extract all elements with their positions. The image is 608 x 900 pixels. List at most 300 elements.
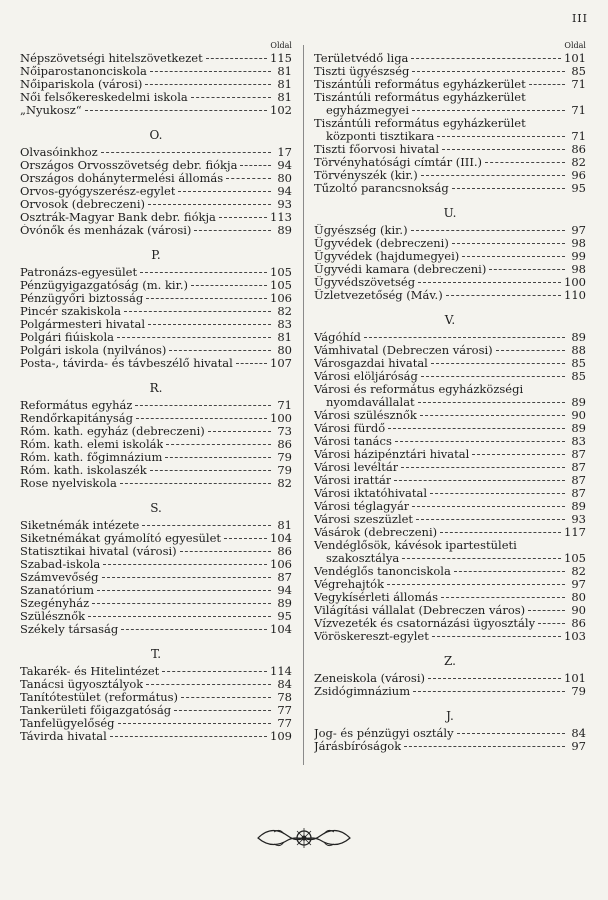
dot-leader — [538, 623, 565, 624]
index-entry — [20, 185, 292, 198]
dot-leader — [457, 733, 565, 734]
dot-leader — [431, 363, 565, 364]
entry-page: 94 — [277, 583, 292, 597]
index-entry — [314, 422, 586, 435]
entry-page: 103 — [564, 629, 586, 643]
dot-leader — [118, 723, 271, 724]
entry-title: Vásárok (debreczeni) — [314, 526, 438, 539]
entry-page: 100 — [564, 275, 586, 289]
entry-page: 89 — [571, 421, 586, 435]
entry-title: Ügyvédi kamara (debreczeni) — [314, 263, 487, 276]
index-entry — [314, 409, 586, 422]
index-entry — [20, 477, 292, 490]
entry-page: 87 — [571, 473, 586, 487]
entry-page: 83 — [277, 317, 292, 331]
index-entry — [20, 717, 292, 730]
entry-page: 90 — [571, 408, 586, 422]
entry-page: 107 — [270, 356, 292, 370]
dot-leader — [454, 571, 565, 572]
dot-leader — [402, 558, 561, 559]
entry-title: Számvevőség — [20, 571, 99, 584]
index-entry — [314, 474, 586, 487]
dot-leader — [181, 697, 271, 698]
index-entry — [20, 678, 292, 691]
entry-page: 87 — [277, 570, 292, 584]
entry-title: Székely társaság — [20, 623, 119, 636]
entry-title: Városi és református egyházközségi — [314, 382, 524, 396]
entry-title-continued: nyomdavállalat — [326, 396, 415, 409]
index-entry — [20, 318, 292, 331]
index-entry — [314, 182, 586, 195]
index-entry — [314, 250, 586, 263]
entry-page: 97 — [571, 223, 586, 237]
index-entry — [314, 357, 586, 370]
entry-page: 82 — [277, 476, 292, 490]
entry-page: 117 — [564, 525, 586, 539]
entry-page: 98 — [571, 236, 586, 250]
entry-page: 104 — [270, 622, 292, 636]
index-entry — [20, 211, 292, 224]
dot-leader — [165, 457, 271, 458]
dot-leader — [174, 710, 271, 711]
dot-leader — [388, 428, 565, 429]
entry-page: 80 — [571, 590, 586, 604]
index-entry — [20, 91, 292, 104]
dot-leader — [102, 577, 272, 578]
index-entry — [314, 276, 586, 289]
index-entry — [314, 578, 586, 591]
index-entry — [20, 623, 292, 636]
dot-leader — [452, 188, 565, 189]
dot-leader — [148, 204, 271, 205]
entry-title-continued: szakosztálya — [326, 552, 400, 565]
entry-page: 94 — [277, 158, 292, 172]
entry-page: 81 — [277, 77, 292, 91]
entry-title: Róm. kath. elemi iskolák — [20, 438, 164, 451]
index-section — [314, 206, 586, 302]
entry-title: Városi szeszüzlet — [314, 513, 414, 526]
entry-title: „Nyukosz“ — [20, 104, 82, 117]
dot-leader — [462, 256, 565, 257]
dot-leader — [412, 71, 565, 72]
dot-leader — [395, 441, 565, 442]
index-entry — [20, 597, 292, 610]
index-entry — [20, 558, 292, 571]
entry-page: 77 — [277, 703, 292, 717]
dot-leader — [88, 616, 271, 617]
index-entry — [20, 451, 292, 464]
entry-page: 85 — [571, 64, 586, 78]
entry-page: 82 — [571, 155, 586, 169]
dot-leader — [162, 671, 267, 672]
index-entry — [20, 425, 292, 438]
entry-page: 89 — [571, 499, 586, 513]
entry-title: Városi tanács — [314, 435, 392, 448]
entry-page: 81 — [277, 330, 292, 344]
index-entry — [314, 52, 586, 65]
dot-leader — [180, 551, 271, 552]
index-section — [314, 52, 586, 195]
entry-page: 97 — [571, 577, 586, 591]
index-entry — [20, 331, 292, 344]
entry-title: Óvónők és menházak (városi) — [20, 224, 192, 237]
entry-title: Tiszti főorvosi hivatal — [314, 143, 440, 156]
index-entry — [314, 435, 586, 448]
entry-title: Tiszti ügyészség — [314, 65, 410, 78]
dot-leader — [97, 590, 271, 591]
entry-title: Városi levéltár — [314, 461, 399, 474]
entry-title: Siketnémákat gyámolító egyesület — [20, 532, 222, 545]
index-column-right — [314, 40, 586, 764]
entry-page: 82 — [277, 304, 292, 318]
entry-title: Tanácsi ügyosztályok — [20, 678, 144, 691]
entry-page: 105 — [270, 278, 292, 292]
entry-page: 79 — [571, 684, 586, 698]
section-letter: S. — [150, 501, 162, 515]
dot-leader — [191, 97, 271, 98]
entry-title: Tanítótestület (református) — [20, 691, 179, 704]
dot-leader — [146, 684, 271, 685]
dot-leader — [446, 295, 561, 296]
entry-title: Törvényszék (kir.) — [314, 169, 418, 182]
entry-page: 113 — [270, 210, 292, 224]
dot-leader — [120, 483, 271, 484]
dot-leader — [169, 350, 271, 351]
index-entry — [20, 532, 292, 545]
entry-title: Róm. kath. főgimnázium — [20, 451, 163, 464]
dot-leader — [411, 230, 565, 231]
entry-page: 110 — [564, 288, 586, 302]
index-entry — [20, 344, 292, 357]
entry-title-continued: egyházmegyei — [326, 104, 410, 117]
entry-page: 93 — [571, 512, 586, 526]
entry-title: Területvédő liga — [314, 52, 409, 65]
index-entry — [20, 78, 292, 91]
column-divider — [303, 45, 304, 765]
entry-page: 102 — [270, 103, 292, 117]
dot-leader — [472, 454, 565, 455]
entry-page: 89 — [571, 330, 586, 344]
index-entry — [314, 461, 586, 474]
entry-title: Takarék- és Hitelintézet — [20, 665, 160, 678]
section-letter: R. — [149, 381, 163, 395]
entry-title: Városi házipénztári hivatal — [314, 448, 470, 461]
index-section — [20, 52, 292, 117]
entry-page: 80 — [277, 171, 292, 185]
index-entry — [20, 65, 292, 78]
entry-page: 96 — [571, 168, 586, 182]
index-entry — [20, 545, 292, 558]
entry-title: Statisztikai hivatal (városi) — [20, 545, 177, 558]
index-section — [314, 654, 586, 698]
index-section — [314, 709, 586, 753]
index-section — [20, 128, 292, 237]
dot-leader — [191, 285, 267, 286]
entry-page: 17 — [277, 145, 292, 159]
index-entry — [314, 237, 586, 250]
index-entry — [314, 263, 586, 276]
entry-title: Ügyészség (kir.) — [314, 224, 408, 237]
entry-page: 94 — [277, 184, 292, 198]
entry-title: Vegykísérleti állomás — [314, 591, 439, 604]
index-entry — [314, 513, 586, 526]
entry-title: Vendéglős tanonciskola — [314, 565, 451, 578]
page-number: III — [571, 12, 588, 25]
entry-title: Szegényház — [20, 597, 90, 610]
entry-title: Nőiparostanonciskola — [20, 65, 147, 78]
entry-page: 87 — [571, 486, 586, 500]
dot-leader — [178, 191, 271, 192]
index-entry — [20, 399, 292, 412]
entry-title: Nőipariskola (városi) — [20, 78, 143, 91]
index-entry — [314, 487, 586, 500]
entry-title: Vízvezeték és csatornázási ügyosztály — [314, 617, 536, 630]
index-entry — [314, 604, 586, 617]
entry-page: 86 — [571, 616, 586, 630]
index-entry — [314, 565, 586, 578]
dot-leader — [404, 746, 565, 747]
dot-leader — [430, 493, 565, 494]
entry-page: 105 — [564, 551, 586, 565]
entry-title: Tiszántúli református egyházkerület — [314, 116, 526, 130]
index-section — [20, 381, 292, 490]
dot-leader — [224, 538, 267, 539]
index-entry — [314, 344, 586, 357]
dot-leader — [496, 350, 565, 351]
entry-title: Távirda hivatal — [20, 730, 107, 743]
index-section — [20, 501, 292, 636]
entry-title: Osztrák-Magyar Bank debr. fiókja — [20, 211, 216, 224]
index-entry — [20, 730, 292, 743]
entry-title: Szanatórium — [20, 584, 95, 597]
index-section — [20, 647, 292, 743]
entry-page: 81 — [277, 64, 292, 78]
index-entry — [314, 685, 586, 698]
entry-page: 98 — [571, 262, 586, 276]
entry-title: Népszövetségi hitelszövetkezet — [20, 52, 203, 65]
dot-leader — [485, 162, 565, 163]
section-letter: P. — [151, 248, 161, 262]
dot-leader — [194, 230, 271, 231]
dot-leader — [412, 506, 565, 507]
entry-page: 77 — [277, 716, 292, 730]
entry-title: Tiszántúli református egyházkerület — [314, 78, 526, 91]
entry-page: 87 — [571, 460, 586, 474]
dot-leader — [124, 311, 271, 312]
dot-leader — [166, 444, 271, 445]
index-entry — [314, 727, 586, 740]
dot-leader — [142, 525, 271, 526]
index-entry — [20, 571, 292, 584]
entry-title: Rendőrkapitányság — [20, 412, 134, 425]
dot-leader — [529, 84, 565, 85]
entry-page: 71 — [571, 129, 586, 143]
entry-title: Szülésznők — [20, 610, 86, 623]
entry-page: 71 — [277, 398, 292, 412]
index-entry — [20, 172, 292, 185]
entry-title: Pincér szakiskola — [20, 305, 122, 318]
dot-leader — [140, 272, 267, 273]
index-entry — [20, 104, 292, 117]
index-entry — [20, 610, 292, 623]
entry-title: Vendéglősök, kávésok ipartestületi — [314, 538, 517, 552]
entry-page: 85 — [571, 369, 586, 383]
entry-page: 100 — [270, 411, 292, 425]
entry-page: 89 — [571, 395, 586, 409]
entry-title-continued: központi tisztikara — [326, 130, 435, 143]
section-letter: J. — [446, 709, 454, 723]
dot-leader — [103, 564, 267, 565]
entry-page: 79 — [277, 450, 292, 464]
entry-title: Üzletvezetőség (Máv.) — [314, 289, 443, 302]
entry-page: 81 — [277, 90, 292, 104]
entry-page: 86 — [277, 437, 292, 451]
entry-title: Olvasóinkhoz — [20, 146, 98, 159]
entry-title: Vágóhíd — [314, 331, 361, 344]
index-entry — [314, 65, 586, 78]
index-entry — [314, 169, 586, 182]
section-letter: V. — [444, 313, 456, 327]
entry-title: Róm. kath. iskolaszék — [20, 464, 147, 477]
dot-leader — [421, 376, 565, 377]
dot-leader — [240, 165, 271, 166]
entry-title: Városi fürdő — [314, 422, 386, 435]
dot-leader — [442, 149, 565, 150]
entry-page: 106 — [270, 291, 292, 305]
entry-page: 81 — [277, 518, 292, 532]
index-entry — [20, 704, 292, 717]
entry-title: Zsidógimnázium — [314, 685, 411, 698]
entry-page: 86 — [277, 544, 292, 558]
entry-page: 71 — [571, 103, 586, 117]
entry-page: 82 — [571, 564, 586, 578]
entry-page: 99 — [571, 249, 586, 263]
index-entry — [20, 584, 292, 597]
dot-leader — [206, 58, 267, 59]
index-entry — [314, 617, 586, 630]
dot-leader — [85, 110, 267, 111]
entry-title: Országos dohánytermelési állomás — [20, 172, 224, 185]
index-entry — [314, 591, 586, 604]
dot-leader — [110, 736, 267, 737]
entry-page: 90 — [571, 603, 586, 617]
dot-leader — [411, 58, 561, 59]
index-section — [314, 313, 586, 643]
section-letter: U. — [443, 206, 457, 220]
entry-title: Világítási vállalat (Debreczen város) — [314, 604, 526, 617]
entry-page: 89 — [277, 223, 292, 237]
dot-leader — [136, 418, 267, 419]
entry-title: Posta-, távirda- és távbeszélő hivatal — [20, 357, 233, 370]
entry-title: Szabad-iskola — [20, 558, 101, 571]
index-entry — [20, 292, 292, 305]
dot-leader — [387, 584, 565, 585]
entry-title: Patronázs-egyesület — [20, 266, 138, 279]
dot-leader — [92, 603, 271, 604]
index-entry — [20, 224, 292, 237]
dot-leader — [420, 415, 565, 416]
section-letter: O. — [149, 128, 163, 142]
entry-page: 84 — [277, 677, 292, 691]
entry-page: 95 — [277, 609, 292, 623]
dot-leader — [437, 136, 565, 137]
dot-leader — [440, 532, 561, 533]
dot-leader — [219, 217, 267, 218]
index-entry — [314, 143, 586, 156]
index-entry — [314, 630, 586, 643]
index-entry — [20, 266, 292, 279]
entry-title: Városi elöljáróság — [314, 370, 418, 383]
index-entry — [20, 357, 292, 370]
entry-title: Női felsőkereskedelmi iskola — [20, 91, 188, 104]
entry-title: Tiszántúli református egyházkerület — [314, 90, 526, 104]
dot-leader — [412, 110, 565, 111]
dot-leader — [145, 84, 271, 85]
entry-title: Rose nyelviskola — [20, 477, 117, 490]
dot-leader — [394, 480, 565, 481]
dot-leader — [489, 269, 565, 270]
index-entry — [20, 665, 292, 678]
entry-title: Városgazdai hivatal — [314, 357, 428, 370]
index-entry — [20, 159, 292, 172]
dot-leader — [401, 467, 565, 468]
dot-leader — [364, 337, 565, 338]
index-entry — [20, 691, 292, 704]
dot-leader — [421, 175, 565, 176]
entry-title: Vámhivatal (Debreczen városi) — [314, 344, 493, 357]
dot-leader — [146, 298, 267, 299]
index-entry — [314, 500, 586, 513]
entry-title: Róm. kath. egyház (debreczeni) — [20, 425, 205, 438]
entry-title: Tanfelügyelőség — [20, 717, 115, 730]
entry-title: Vöröskereszt-egylet — [314, 630, 429, 643]
entry-page: 85 — [571, 356, 586, 370]
oldal-label: Oldal — [270, 41, 292, 50]
entry-title: Városi téglagyár — [314, 500, 410, 513]
dot-leader — [148, 324, 271, 325]
entry-title: Református egyház — [20, 399, 133, 412]
entry-page: 97 — [571, 739, 586, 753]
entry-page: 79 — [277, 463, 292, 477]
index-entry — [314, 289, 586, 302]
index-entry — [20, 438, 292, 451]
entry-title: Ügyvédek (debreczeni) — [314, 237, 449, 250]
index-entry — [314, 224, 586, 237]
index-entry — [20, 146, 292, 159]
entry-title: Jog- és pénzügyi osztály — [314, 727, 454, 740]
entry-title: Járásbíróságok — [314, 740, 402, 753]
index-entry — [20, 412, 292, 425]
dot-leader — [441, 597, 565, 598]
entry-title: Ügyvédek (hajdumegyei) — [314, 250, 460, 263]
dot-leader — [236, 363, 267, 364]
index-entry — [20, 198, 292, 211]
entry-page: 86 — [571, 142, 586, 156]
index-entry — [20, 305, 292, 318]
entry-page: 104 — [270, 531, 292, 545]
dot-leader — [428, 678, 561, 679]
index-entry — [314, 383, 586, 409]
entry-page: 89 — [277, 596, 292, 610]
dot-leader — [528, 610, 565, 611]
dot-leader — [150, 470, 271, 471]
entry-title: Pénzügyőri biztosság — [20, 292, 144, 305]
entry-title: Orvosok (debreczeni) — [20, 198, 145, 211]
entry-page: 78 — [277, 690, 292, 704]
index-entry — [314, 672, 586, 685]
entry-title: Orvos-gyógyszerész-egylet — [20, 185, 176, 198]
entry-title: Végrehajtók — [314, 578, 385, 591]
